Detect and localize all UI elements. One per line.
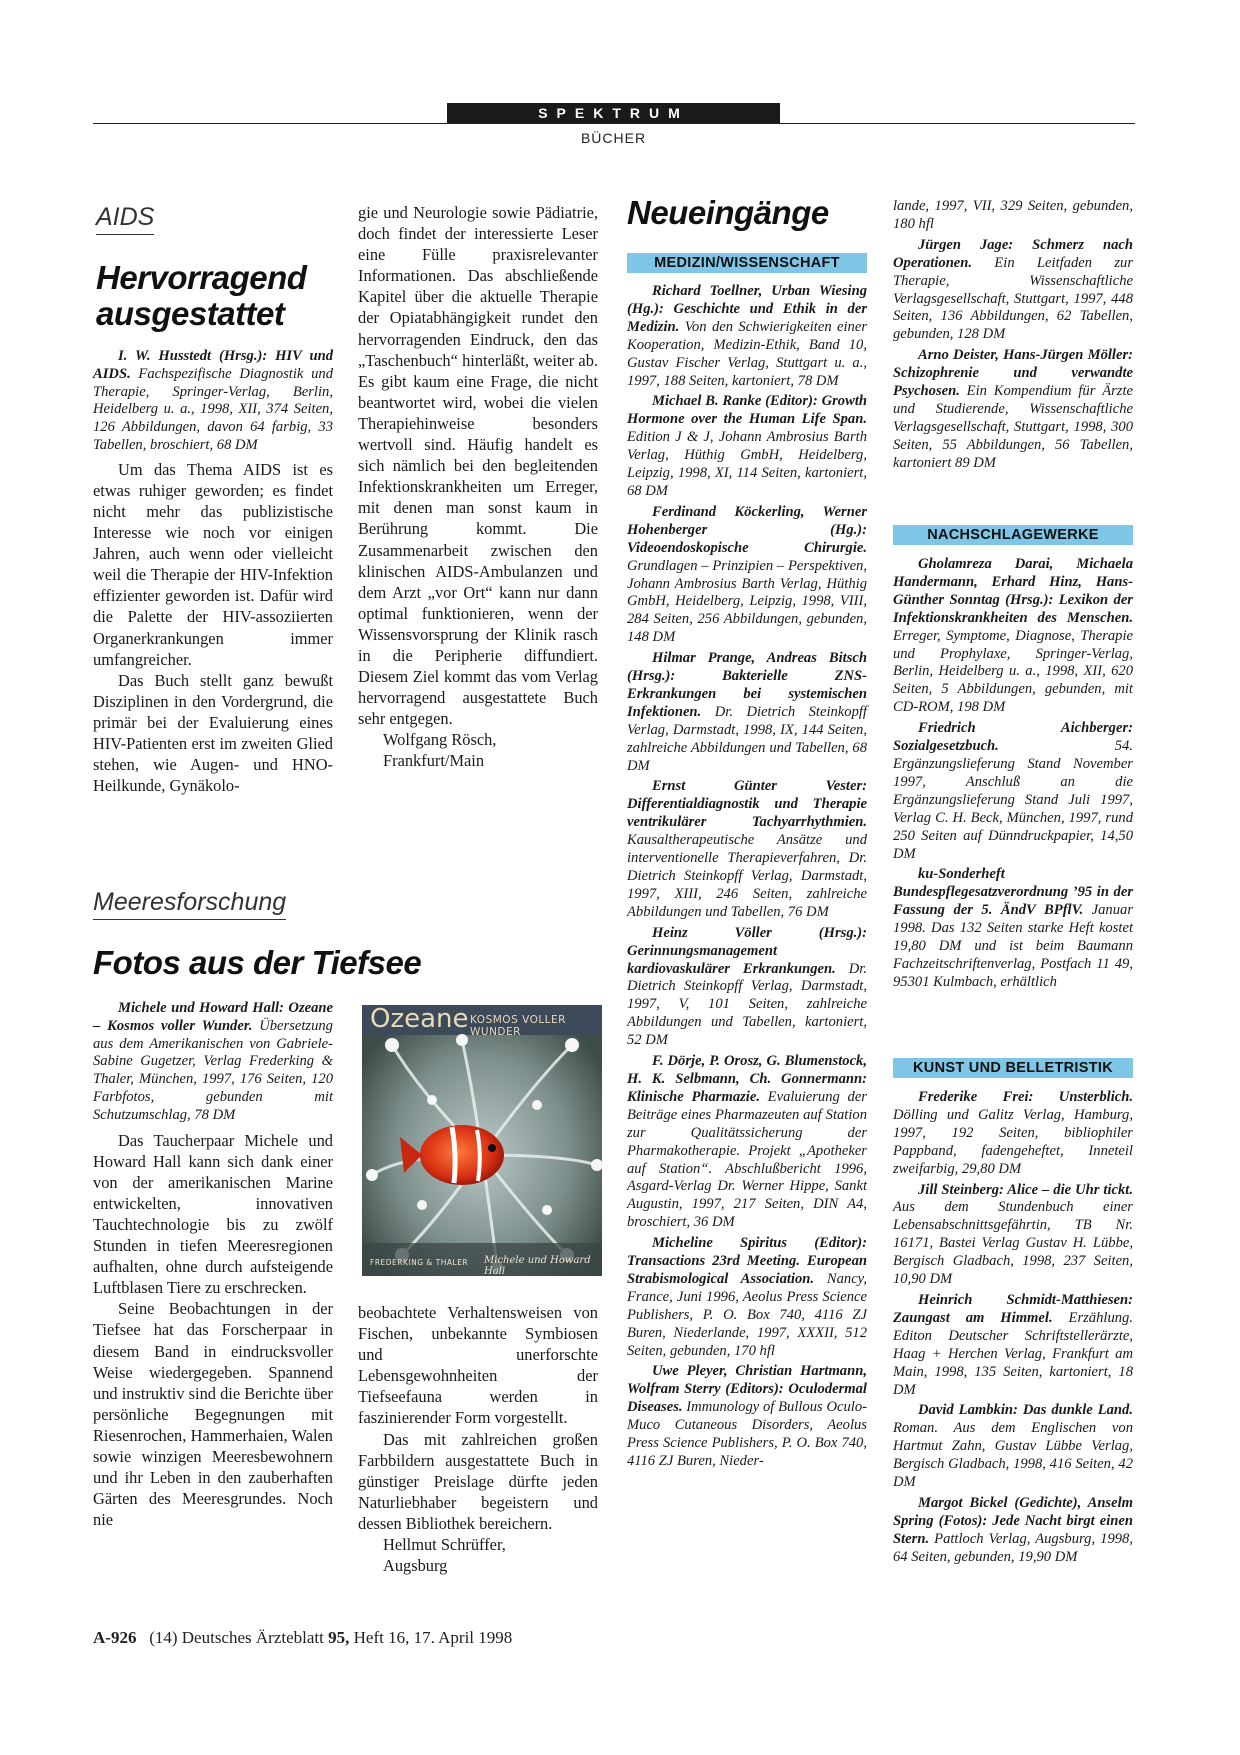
book-entry <box>627 393 867 500</box>
article1-author: Wolfgang Rösch, <box>383 730 497 750</box>
article2-paragraph: beobachtete Verhaltensweisen von Fischen, unbekannte Symbiosen und unerforschte Lebensgewohnheiten der Tiefseefauna werden in faszinierender Form vorgestellt. <box>358 1303 598 1428</box>
article1-headline-line2: ausgestattet <box>96 295 285 332</box>
book-entry <box>893 1495 1133 1567</box>
book-entry-details: Edition J & J, Johann Ambrosius Barth Verlag, Hüthig GmbH, Heidelberg, Leipzig, 1998, XI, 114 Seiten, kartoniert, 68 DM <box>627 429 867 499</box>
nachschlage-list <box>893 556 1133 995</box>
article1-paragraph: Um das Thema AIDS ist es etwas ruhiger geworden; es findet nicht mehr das publizistische Interesse wie noch vor einigen Jahren, auch wenn oder vielleicht weil die Therapie der HIV-Infektion effizienter geworden ist. Dafür wird die Palette der HIV-assoziierten Organerkrankungen immer umfangreicher. <box>93 459 333 669</box>
article2-kicker: Meeresforschung <box>93 888 286 920</box>
header-rule <box>93 123 1135 124</box>
page-footer <box>93 1628 512 1648</box>
book-entry-title: Uwe Pleyer, Christian Hartmann, Wolfram Sterry (Editors): Oculodermal Diseases. <box>627 1363 867 1416</box>
article2-headline: Fotos aus der Tiefsee <box>93 944 422 981</box>
book-entry <box>627 925 867 1050</box>
book-entry-title: Jill Steinberg: Alice – die Uhr tickt. <box>918 1181 1133 1198</box>
article2-author: Hellmut Schrüffer, <box>383 1535 506 1555</box>
book-entry-title: F. Dörje, P. Orosz, G. Blumenstock, H. K. Selbmann, Ch. Gonnermann: Klinische Pharmazie. <box>627 1053 867 1105</box>
article1-body-cont <box>358 202 598 772</box>
book-entry <box>893 556 1133 717</box>
article1-author-city: Frankfurt/Main <box>383 751 485 771</box>
book-entry-details: Grundlagen – Prinzipien – Perspektiven, Johann Ambrosius Barth Verlag, Hüthig GmbH, Heidelberg, Leipzig, 1998, VIII, 284 Seiten, 256 Abbildungen, gebunden, 148 DM <box>627 557 867 646</box>
book-entry-title: Jürgen Jage: Schmerz nach Operationen. <box>893 236 1133 271</box>
article2-biblio-details: Übersetzung aus dem Amerikanischen von Gabriele-Sabine Gugetzer, Verlag Frederking & Thaler, München, 1997, 176 Seiten, 120 Farbfotos, gebunden mit Schutzumschlag, 78 DM <box>93 1017 333 1123</box>
book-entry <box>893 347 1133 472</box>
book-entry-details: Immunology of Bullous Oculo-Muco Cutaneous Disorders, Aeolus Press Science Publishers, P. O. Box 740, 4116 ZJ Buren, Nieder- <box>627 1399 867 1469</box>
book-entry <box>893 866 1133 991</box>
article1-kicker-wrap <box>96 203 154 235</box>
section-bar-nachschlagewerke: NACHSCHLAGEWERKE <box>893 525 1133 545</box>
book-cover-title: Ozeane <box>370 1005 469 1034</box>
book-entry <box>627 1235 867 1360</box>
book-entry-details: Evaluierung der Beiträge eines Pharmazeuten auf Station zur Qualitätssicherung der Pharmakotherapie. Projekt „Apotheker auf Station“. Abschlußbericht 1996, Asgard-Verlag Dr. Werner Hippe, Sankt Augustin, 1997, 217 Seiten, DIN A4, broschiert, 36 DM <box>627 1088 867 1231</box>
article1-biblio-details: Fachspezifische Diagnostik und Therapie, Springer-Verlag, Berlin, Heidelberg u. a., 1998, XII, 374 Seiten, 126 Abbildungen, davon 64 farbig, 33 Tabellen, broschiert, 68 DM <box>93 365 333 453</box>
book-entry <box>627 504 867 647</box>
book-entry-details: Nancy, France, Juni 1996, Aeolus Press Science Publishers, P. O. Box 740, 4116 ZJ Buren, Niederlande, 1997, XXXII, 512 Seiten, gebunden, 170 hfl <box>627 1270 868 1359</box>
book-entry-title: Richard Toellner, Urban Wiesing (Hg.): Geschichte und Ethik in der Medizin. <box>627 283 867 335</box>
article2-paragraph: Das mit zahlreichen großen Farbbildern ausgestattete Buch in günstiger Preislage dürfte jeden Naturliebhaber begeistern und dessen Bibliothek bereichern. <box>358 1429 598 1533</box>
book-entry-title: Ernst Günter Vester: Differentialdiagnostik und Therapie ventrikulärer Tachyarrhythmien. <box>627 778 867 831</box>
article2-body <box>93 1130 333 1531</box>
book-entry <box>627 778 867 921</box>
book-entry-title: Frederike Frei: Unsterblich. <box>918 1089 1133 1105</box>
book-entry <box>893 237 1133 344</box>
book-cover-art <box>362 1005 602 1276</box>
kunst-list <box>893 1089 1133 1570</box>
book-cover-publisher: FREDERKING & THALER <box>370 1258 469 1267</box>
page-number: A-926 <box>93 1628 137 1647</box>
neueingaenge-headline-wrap <box>627 195 867 231</box>
book-entry-details: Dr. Dietrich Steinkopff Verlag, Darmstadt, 1997, V, 101 Seiten, zahlreiche Abbildungen und Tabellen, kartoniert, 52 DM <box>627 960 867 1049</box>
section-subhead: BÜCHER <box>580 130 647 146</box>
book-entry-details: Von den Schwierigkeiten einer Kooperation, Medizin-Ethik, Band 10, Gustav Fischer Verlag, Stuttgart u. a., 1997, 188 Seiten, kartoniert, 78 DM <box>627 318 867 389</box>
book-entry-title: Margot Bickel (Gedichte), Anselm Spring (Fotos): Jede Nacht birgt einen Stern. <box>893 1494 1133 1547</box>
book-entry-details: Januar 1998. Das 132 Seiten starke Heft kostet 19,80 DM und ist beim Baumann Fachzeitschriftenverlag, Postfach 11 49, 95301 Kulmbach, erhältlich <box>893 902 1133 990</box>
book-entry-title: Arno Deister, Hans-Jürgen Möller: Schizophrenie und verwandte Psychosen. <box>893 347 1133 400</box>
footer-journal: (14) Deutsches Ärzteblatt <box>149 1628 329 1647</box>
article2-biblio <box>93 1000 333 1125</box>
book-entry-title: Heinrich Schmidt-Matthiesen: Zaungast am Himmel. <box>893 1291 1133 1326</box>
section-bar-medizin: MEDIZIN/WISSENSCHAFT <box>627 253 867 273</box>
article1-biblio-title: I. W. Husstedt (Hrsg.): HIV und AIDS. <box>93 348 333 382</box>
book-cover-subtitle: KOSMOS VOLLER WUNDER <box>470 1014 566 1038</box>
book-cover-image <box>362 1005 602 1276</box>
article1-paragraph: gie und Neurologie sowie Pädiatrie, doch findet der interessierte Leser eine Fülle praxisrelevanter Informationen. Das abschließende Kapitel über die aktuelle Therapie der Opiatabhängigkeit rundet den hervorragenden Eindruck, den das „Taschenbuch“ hinterläßt, weiter ab. Es gibt kaum eine Frage, die nicht beantwortet wird, wobei die vielen Therapiehinweise besonders wertvoll sind. Häufig handelt es sich nämlich bei den begleitenden Infektionskrankheiten um Erreger, mit denen man sonst kaum in Berührung kommt. Die Zusammenarbeit zwischen den klinischen AIDS-Ambulanzen und dem Arzt „vor Ort“ kann nur dann optimal funktionieren, wenn der Wissensvorsprung der Klinik rasch in die Peripherie diffundiert. Diesem Ziel kommt das vom Verlag hervorragend ausgestattete Buch sehr entgegen. <box>358 203 598 729</box>
article2-kicker-wrap <box>93 888 286 920</box>
book-entry <box>627 1363 867 1470</box>
article2-paragraph: Seine Beobachtungen in der Tiefsee hat das Forscherpaar in diesem Band in eindrucksvoller Weise wiedergegeben. Spannend und instruktiv sind die Berichte über persönliche Begegnungen mit Riesenrochen, Hammerhaien, Walen sowie winzigen Meeresbewohnern und ihr Leben in den zauberhaften Gärten des Meeresgrundes. Noch nie <box>93 1299 333 1530</box>
article2-headline-wrap <box>93 945 603 981</box>
article1-headline <box>96 260 346 332</box>
book-entry-title: Hilmar Prange, Andreas Bitsch (Hrsg.): Bakterielle ZNS-Erkrankungen bei systemischen Infektionen. <box>627 650 867 720</box>
neueingaenge-headline: Neueingänge <box>627 194 829 231</box>
footer-volume: 95, <box>328 1628 350 1647</box>
book-entry <box>893 1402 1133 1492</box>
book-entry <box>893 720 1133 863</box>
book-entry <box>627 650 867 775</box>
section-banner: SPEKTRUM <box>447 103 780 123</box>
book-entry <box>893 1089 1133 1179</box>
medizin-list <box>627 283 867 1474</box>
book-entry-details: Ein Kompendium für Ärzte und Studierende, Wissenschaftliche Verlagsgesellschaft, Stuttgart, 1998, 300 Seiten, 55 Abbildungen, 56 Tabellen, kartoniert 89 DM <box>893 383 1133 471</box>
book-entry-title: Michael B. Ranke (Editor): Growth Hormone over the Human Life Span. <box>627 393 867 428</box>
article2-body-cont <box>358 1302 598 1576</box>
article1-column2 <box>358 202 598 772</box>
article1-column1 <box>93 348 333 796</box>
book-entry-details: Dr. Dietrich Steinkopff Verlag, Darmstadt, 1998, IX, 144 Seiten, zahlreiche Abbildungen und Tabellen, 68 DM <box>627 703 867 774</box>
book-entry-details: Dölling und Galitz Verlag, Hamburg, 1997, 192 Seiten, bibliophiler Pappband, fadengeheftet, Inneteil zweifarbig, 29,80 DM <box>893 1106 1133 1177</box>
column4-top-list <box>893 198 1133 476</box>
book-entry-title: Gholamreza Darai, Michaela Handermann, Erhard Hinz, Hans-Günther Sonntag (Hrsg.): Lexikon der Infektionskrankheiten des Menschen. <box>893 556 1133 626</box>
book-entry-title: ku-Sonderheft Bundespflegesatzverordnung ’95 in der Fassung der 5. ÄndV BPflV. <box>893 866 1133 919</box>
book-entry-title: Heinz Völler (Hrsg.): Gerinnungsmanagement kardiovaskulärer Erkrankungen. <box>627 924 867 977</box>
article2-author-city: Augsburg <box>383 1556 448 1576</box>
article1-kicker: AIDS <box>96 203 154 235</box>
article1-biblio <box>93 348 333 455</box>
article2-column1 <box>93 1000 333 1530</box>
book-entry-details: 54. Ergänzungslieferung Stand November 1997, Anschluß an die Ergänzungslieferung Stand Juli 1997, Verlag C. H. Beck, München, 1997, rund 250 Seiten auf Dünndruckpapier, 14,50 DM <box>893 738 1133 862</box>
article1-headline-line1: Hervorragend <box>96 259 307 296</box>
book-entry-title: Ferdinand Köckerling, Werner Hohenberger (Hg.): Videoendoskopische Chirurgie. <box>627 503 867 556</box>
book-entry <box>627 1053 867 1232</box>
article2-biblio-title: Michele und Howard Hall: Ozeane – Kosmos voller Wunder. <box>93 1000 333 1034</box>
book-entry <box>893 1182 1133 1289</box>
article2-paragraph: Das Taucherpaar Michele und Howard Hall kann sich dank einer von der amerikanischen Marine entwickelten, innovativen Tauchtechnologie bis zu zwölf Stunden in tiefen Meeresregionen aufhalten, ohne durch aufsteigende Luftblasen Tiere zu erschrecken. <box>93 1130 333 1298</box>
book-entry-continuation: lande, 1997, VII, 329 Seiten, gebunden, 180 hfl <box>893 198 1133 232</box>
article2-column2 <box>358 1302 598 1576</box>
article1-paragraph: Das Buch stellt ganz bewußt Disziplinen in den Vordergrund, die primär bei der Evaluierung eines HIV-Patienten erst im zweiten Glied stehen, wie Augen- und HNO-Heilkunde, Gynäkolo- <box>93 670 333 796</box>
book-entry <box>627 283 867 390</box>
book-entry-details: Erzählung. Editon Deutscher Schriftstellerärzte, Haag + Herchen Verlag, Frankfurt am Main, 1998, 135 Seiten, kartoniert, 18 DM <box>893 1309 1133 1398</box>
book-cover-authors: Michele und Howard Hall <box>484 1255 591 1276</box>
book-entry-details: Ein Leitfaden zur Therapie, Wissenschaftliche Verlagsgesellschaft, Stuttgart, 1997, 448 Seiten, 136 Abbildungen, 62 Tabellen, gebunden, 128 DM <box>893 254 1133 343</box>
footer-issue: Heft 16, 17. April 1998 <box>349 1628 513 1647</box>
book-entry-details: Roman. Aus dem Englischen von Hartmut Zahn, Gustav Lübbe Verlag, Bergisch Gladbach, 1998, 416 Seiten, 42 DM <box>893 1420 1133 1491</box>
book-entry-details: Pattloch Verlag, Augsburg, 1998, 64 Seiten, gebunden, 19,90 DM <box>893 1530 1133 1565</box>
book-entry <box>893 1292 1133 1399</box>
book-entry-title: Micheline Spiritus (Editor): Transactions 23rd Meeting. European Strabismological Association. <box>627 1235 867 1287</box>
section-bar-kunst: KUNST UND BELLETRISTIK <box>893 1058 1133 1078</box>
book-entry-title: Friedrich Aichberger: Sozialgesetzbuch. <box>893 720 1133 755</box>
book-entry-details: Kausaltherapeutische Ansätze und interventionelle Therapieverfahren, Dr. Dietrich Steinkopff Verlag, Darmstadt, 1997, XIII, 246 Seiten, zahlreiche Abbildungen und Tabellen, 76 DM <box>627 832 867 920</box>
book-entry-details: Erreger, Symptome, Diagnose, Therapie und Prophylaxe, Springer-Verlag, Berlin, Heidelberg u. a., 1998, XII, 620 Seiten, 5 Abbildungen, gebunden, mit CD-ROM, 198 DM <box>893 627 1133 716</box>
book-entry-details: Aus dem Stundenbuch einer Lebensabschnittsgefährtin, TB Nr. 16171, Bastei Verlag Gustav H. Lübbe, Bergisch Gladbach, 1998, 237 Seiten, 10,90 DM <box>893 1199 1133 1288</box>
book-entry-title: David Lambkin: Das dunkle Land. <box>918 1402 1133 1419</box>
article1-body <box>93 459 333 797</box>
